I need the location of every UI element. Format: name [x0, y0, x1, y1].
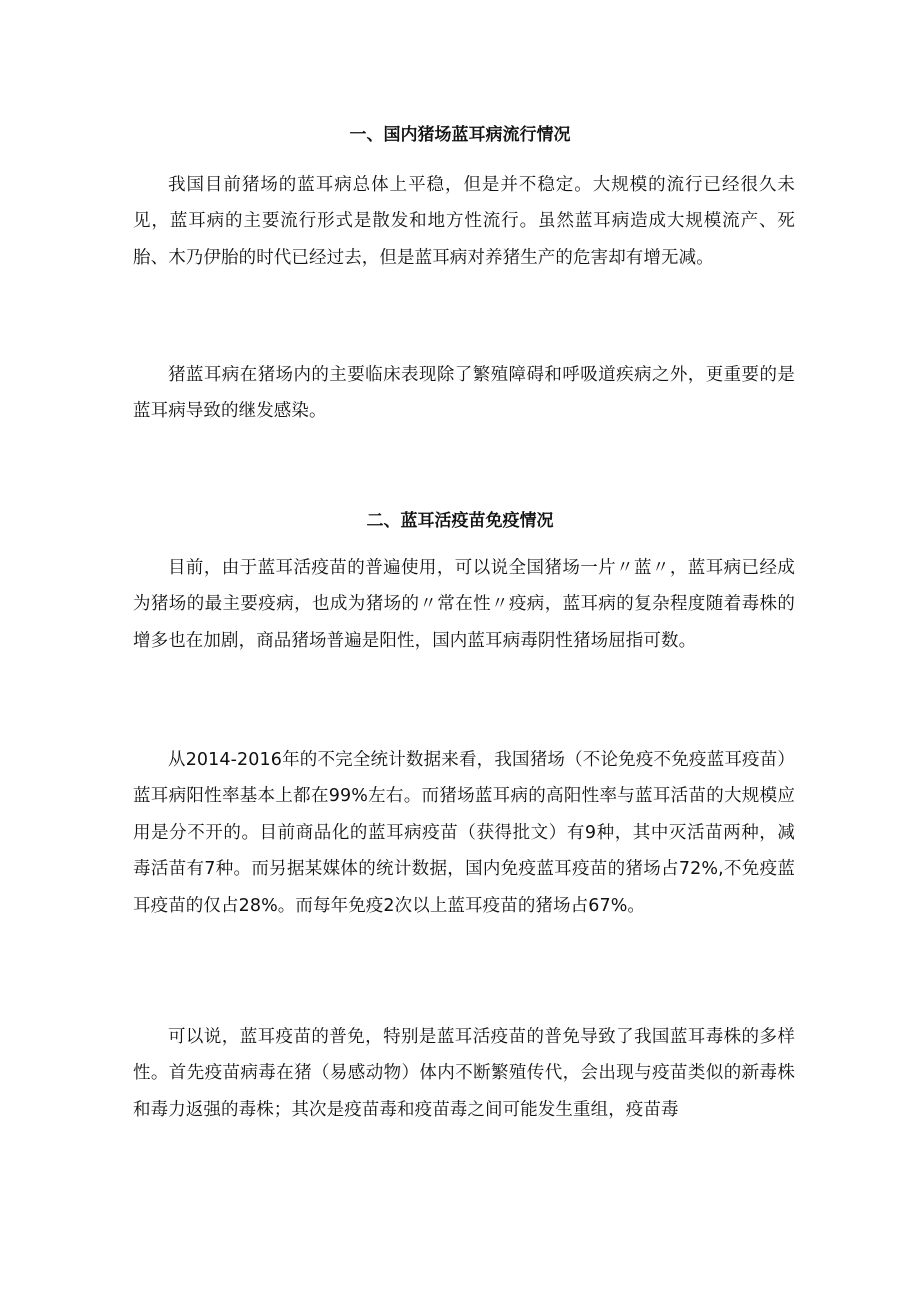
- section-1-heading: 一、国内猪场蓝耳病流行情况: [349, 125, 571, 145]
- section-2-paragraph-2: 从2014-2016年的不完全统计数据来看，我国猪场（不论免疫不免疫蓝耳疫苗）蓝耳病阳性率基本上都在99%左右。而猪场蓝耳病的高阳性率与蓝耳活苗的大规模应用是分不开的。目前商品化的蓝耳病疫苗（获得批文）有9种，其中灭活苗两种，减毒活苗有7种。而另据某媒体的统计数据，国内免疫蓝耳疫苗的猪场占72%,不免疫蓝耳疫苗的仅占28%。而每年免疫2次以上蓝耳疫苗的猪场占67%。: [133, 750, 795, 916]
- section-1-paragraph-2: 猪蓝耳病在猪场内的主要临床表现除了繁殖障碍和呼吸道疾病之外，更重要的是蓝耳病导致的继发感染。: [133, 365, 795, 422]
- section-1-paragraph-1: 我国目前猪场的蓝耳病总体上平稳，但是并不稳定。大规模的流行已经很久未见，蓝耳病的主要流行形式是散发和地方性流行。虽然蓝耳病造成大规模流产、死胎、木乃伊胎的时代已经过去，但是蓝耳病对养猪生产的危害却有增无减。: [133, 175, 795, 268]
- section-2-paragraph-3: 可以说，蓝耳疫苗的普免，特别是蓝耳活疫苗的普免导致了我国蓝耳毒株的多样性。首先疫苗病毒在猪（易感动物）体内不断繁殖传代，会出现与疫苗类似的新毒株和毒力返强的毒株；其次是疫苗毒和疫苗毒之间可能发生重组，疫苗毒: [133, 1027, 795, 1120]
- section-2-heading: 二、蓝耳活疫苗免疫情况: [366, 511, 554, 531]
- section-2-paragraph-1: 目前，由于蓝耳活疫苗的普遍使用，可以说全国猪场一片〃蓝〃，蓝耳病已经成为猪场的最主要疫病，也成为猪场的〃常在性〃疫病，蓝耳病的复杂程度随着毒株的增多也在加剧，商品猪场普遍是阳性，国内蓝耳病毒阴性猪场屈指可数。: [133, 558, 795, 651]
